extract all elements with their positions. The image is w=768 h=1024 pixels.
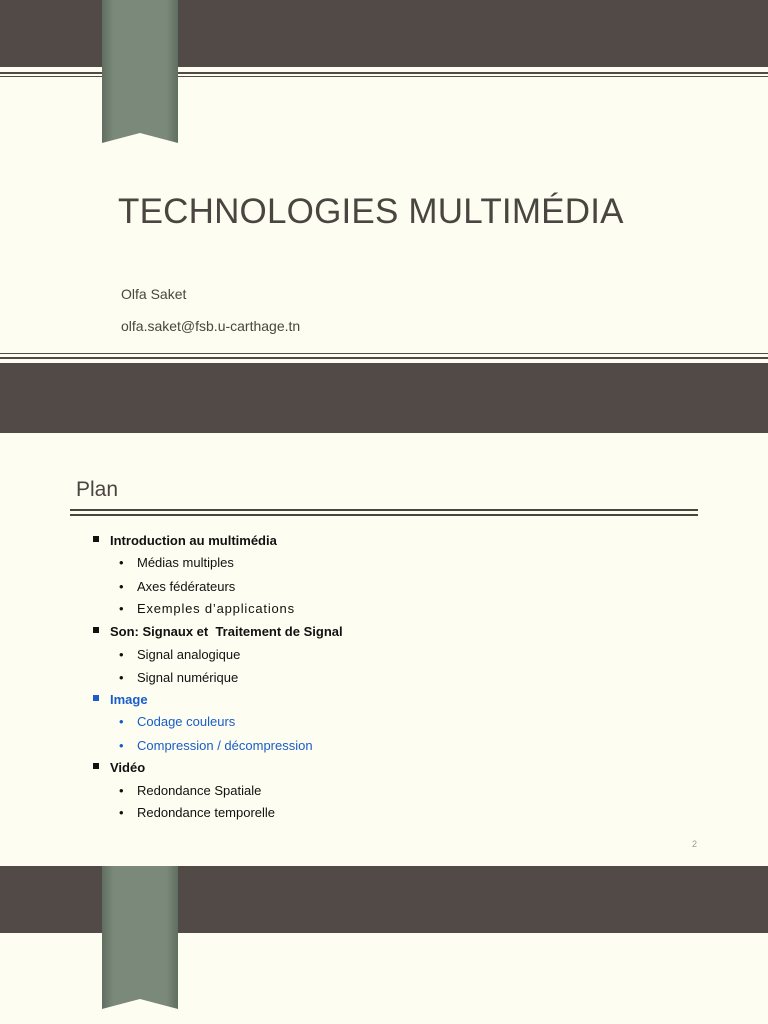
plan-title: Plan: [76, 478, 119, 501]
subitem-signal-numerique: • Signal numérique: [119, 670, 239, 685]
bullet-dot-icon: •: [119, 714, 124, 729]
presentation-title: TECHNOLOGIES MULTIMÉDIA: [118, 192, 624, 231]
bullet-dot-icon: •: [119, 670, 124, 685]
slide3-ribbon-bookmark: [102, 866, 178, 1010]
page-number: 2: [692, 839, 698, 849]
section-image: Image: [93, 692, 148, 707]
bullet-dot-icon: •: [119, 805, 124, 820]
square-bullet-icon: [93, 763, 99, 769]
subitem-axes-federateurs: • Axes fédérateurs: [119, 579, 236, 594]
plan-title-rule: [70, 509, 698, 511]
square-bullet-icon: [93, 627, 99, 633]
section-introduction: Introduction au multimédia: [93, 533, 277, 548]
bullet-dot-icon: •: [119, 579, 124, 594]
bullet-dot-icon: •: [119, 555, 124, 570]
slide1-bottom-band: [0, 363, 768, 433]
square-bullet-icon: [93, 695, 99, 701]
author-name: Olfa Saket: [121, 286, 187, 302]
slide1-bottom-rule-2: [0, 357, 768, 359]
author-email: olfa.saket@fsb.u-carthage.tn: [121, 318, 301, 334]
subitem-redondance-temporelle: • Redondance temporelle: [119, 805, 276, 820]
plan-title-rule-2: [70, 514, 698, 516]
slide1-bottom-rule: [0, 353, 768, 354]
slide1-ribbon-bookmark: [102, 0, 178, 144]
section-son: Son: Signaux et Traitement de Signal: [93, 624, 343, 639]
bullet-dot-icon: •: [119, 647, 124, 662]
subitem-redondance-spatiale: • Redondance Spatiale: [119, 783, 262, 798]
subitem-medias-multiples: • Médias multiples: [119, 555, 234, 570]
bullet-dot-icon: •: [119, 783, 124, 798]
subitem-exemples-applications: • Exemples d’applications: [119, 601, 295, 616]
subitem-signal-analogique: • Signal analogique: [119, 647, 241, 662]
subitem-compression: • Compression / décompression: [119, 738, 313, 753]
square-bullet-icon: [93, 536, 99, 542]
bullet-dot-icon: •: [119, 601, 124, 616]
subitem-codage-couleurs: • Codage couleurs: [119, 714, 236, 729]
section-video: Vidéo: [93, 760, 145, 775]
bullet-dot-icon: •: [119, 738, 124, 753]
